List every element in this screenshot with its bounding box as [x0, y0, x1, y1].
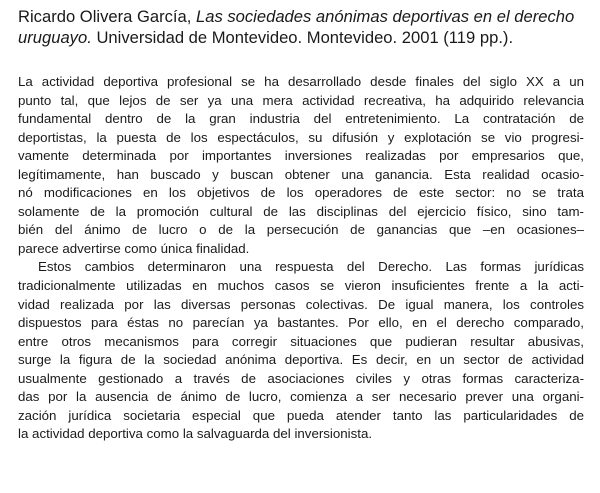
text-line: deportistas, la puesta de los espectáculos, su difusión y explotación se vio progresi-: [18, 129, 584, 145]
text-line: la actividad deportiva como la salvaguarda del inversionista.: [18, 426, 373, 442]
citation-publication-info: Universidad de Montevideo. Montevideo. 2001 (119 pp.).: [96, 28, 514, 47]
paragraph-1: [18, 73, 584, 258]
text-line: legítimamente, han buscado y buscan obtener una ganancia. Esta realidad ocasio-: [18, 166, 584, 182]
text-line: fundamental dentro de la gran industria del entretenimiento. La contratación de: [18, 111, 584, 127]
paragraph-2: [18, 258, 584, 443]
text-line: tradicionalmente utilizadas en muchos casos se vieron insuficientes frente a la acti-: [18, 278, 584, 294]
text-line: zación jurídica societaria especial que pueda atender tanto las particularidades de: [18, 407, 584, 423]
text-line: Estos cambios determinaron una respuesta del Derecho. Las formas jurídicas: [38, 259, 584, 275]
citation-author: Ricardo Olivera García,: [18, 7, 192, 26]
text-line: punto tal, que lejos de ser ya una mera actividad recreativa, ha adquirido relevancia: [18, 92, 584, 108]
review-body: [18, 73, 584, 444]
citation-title: Las sociedades anónimas deportivas en el derecho uruguayo.: [18, 7, 575, 47]
text-line: entre otros mecanismos para corregir situaciones que pudieran resultar abusivas,: [18, 333, 584, 349]
text-line: surge la figura de la sociedad anónima deportiva. Es decir, en un sector de actividad: [18, 352, 584, 368]
book-citation: [18, 6, 584, 48]
text-line: nó modificaciones en los objetivos de los operadores de este sector: no se trata: [18, 185, 584, 201]
text-line: vidad realizada por las diversas personas colectivas. De igual manera, los controles: [18, 296, 584, 312]
text-line: bién del ánimo de lucro o de la persecución de ganancias que –en ocasiones–: [18, 222, 584, 238]
text-line: La actividad deportiva profesional se ha desarrollado desde finales del siglo XX a un: [18, 74, 584, 89]
text-line: parece advertirse como única finalidad.: [18, 240, 250, 256]
document-page: [18, 6, 584, 444]
text-line: vamente determinada por importantes inversiones realizadas por empresarios que,: [18, 148, 584, 164]
text-line: usualmente gestionado a través de asociaciones civiles y otras formas caracteriza-: [18, 370, 584, 386]
text-line: solamente de la promoción cultural de las disciplinas del ejercicio físico, sino tam-: [18, 203, 584, 219]
text-line: dispuestos para éstas no parecían ya bastantes. Por ello, en el derecho comparado,: [18, 315, 584, 331]
text-line: das por la ausencia de ánimo de lucro, comienza a ser necesario prever una organi-: [18, 389, 584, 405]
